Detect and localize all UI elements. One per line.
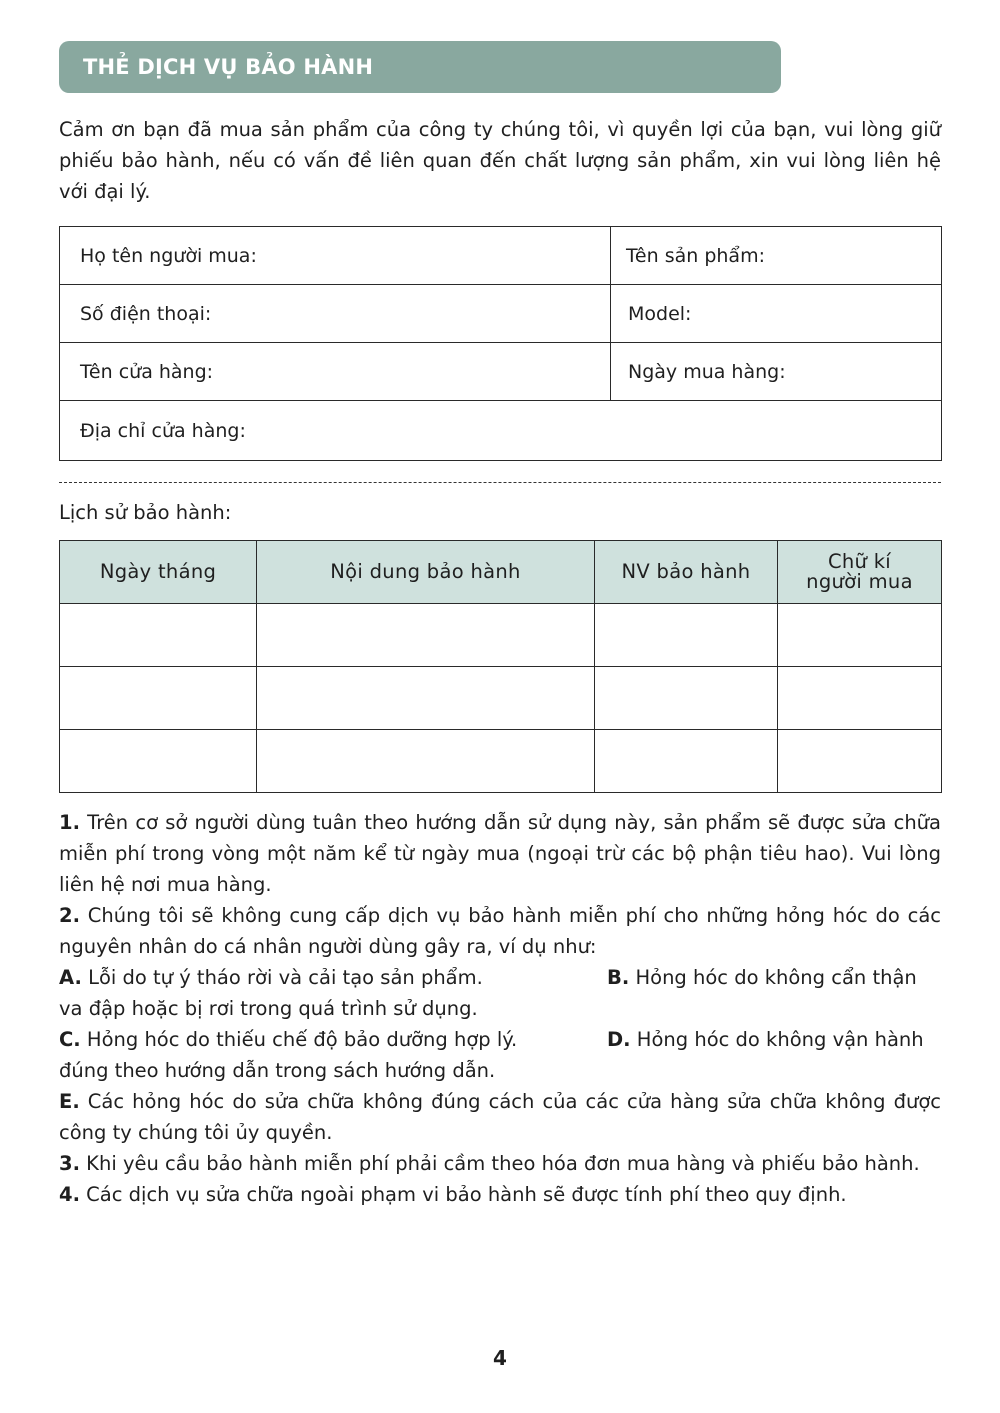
intro-paragraph: Cảm ơn bạn đã mua sản phẩm của công ty chúng tôi, vì quyền lợi của bạn, vui lòng giữ phiếu bảo hành, nếu có vấn đề liên quan đến chất lượng sản phẩm, xin vui lòng liên hệ với đại lý.	[59, 118, 941, 203]
term-4	[59, 1179, 941, 1210]
table-cell[interactable]	[595, 730, 778, 793]
term-pair-cd	[59, 1024, 941, 1055]
table-row	[60, 285, 942, 343]
warranty-history-table	[59, 540, 942, 793]
table-row	[60, 730, 942, 793]
term-number: 3.	[59, 1152, 80, 1175]
table-row	[60, 227, 942, 285]
term-pair-ab	[59, 962, 941, 993]
term-text: Khi yêu cầu bảo hành miễn phí phải cầm theo hóa đơn mua hàng và phiếu bảo hành.	[79, 1152, 920, 1175]
page-number: 4	[493, 1346, 507, 1370]
table-row	[60, 401, 942, 461]
term-b-continuation: va đập hoặc bị rơi trong quá trình sử dụng.	[59, 997, 478, 1020]
table-row	[60, 343, 942, 401]
page-title: THẺ DỊCH VỤ BẢO HÀNH	[83, 55, 374, 79]
table-cell[interactable]	[595, 667, 778, 730]
store-address-field[interactable]: Địa chỉ cửa hàng:	[60, 401, 942, 461]
phone-field[interactable]: Số điện thoại:	[60, 285, 611, 343]
table-cell[interactable]	[60, 667, 257, 730]
purchase-date-field[interactable]: Ngày mua hàng:	[611, 343, 942, 401]
term-text: Hỏng hóc do không vận hành	[630, 1028, 924, 1051]
warranty-card-page	[59, 41, 941, 1210]
table-header-row	[60, 541, 942, 604]
cut-line-divider	[59, 482, 941, 483]
term-number: 4.	[59, 1183, 80, 1206]
term-text: Các dịch vụ sửa chữa ngoài phạm vi bảo hành sẽ được tính phí theo quy định.	[79, 1183, 847, 1206]
term-a	[59, 962, 607, 993]
table-row	[60, 604, 942, 667]
term-letter: C.	[59, 1028, 81, 1051]
term-letter: B.	[607, 966, 630, 989]
table-cell[interactable]	[257, 730, 595, 793]
term-text: Hỏng hóc do không cẩn thận	[629, 966, 917, 989]
customer-info-table	[59, 226, 942, 461]
term-letter: E.	[59, 1090, 80, 1113]
term-b	[607, 962, 941, 993]
term-text: Trên cơ sở người dùng tuân theo hướng dẫn sử dụng này, sản phẩm sẽ được sửa chữa miễn phí trong vòng một năm kể từ ngày mua (ngoại trừ các bộ phận tiêu hao). Vui lòng liên hệ nơi mua hàng.	[59, 811, 941, 896]
table-cell[interactable]	[778, 604, 942, 667]
warranty-terms	[59, 807, 941, 1210]
term-text: Chúng tôi sẽ không cung cấp dịch vụ bảo hành miễn phí cho những hỏng hóc do các nguyên nhân do cá nhân người dùng gây ra, ví dụ như:	[59, 904, 941, 958]
term-d-continuation: đúng theo hướng dẫn trong sách hướng dẫn.	[59, 1059, 496, 1082]
table-row	[60, 667, 942, 730]
term-text: Lỗi do tự ý tháo rời và cải tạo sản phẩm.	[81, 966, 483, 989]
term-text: Hỏng hóc do thiếu chế độ bảo dưỡng hợp lý.	[80, 1028, 518, 1051]
column-header-signature: Chữ kí người mua	[778, 541, 942, 604]
history-label: Lịch sử bảo hành:	[59, 501, 232, 524]
column-header-content: Nội dung bảo hành	[257, 541, 595, 604]
buyer-name-field[interactable]: Họ tên người mua:	[60, 227, 611, 285]
table-cell[interactable]	[60, 604, 257, 667]
table-cell[interactable]	[257, 604, 595, 667]
term-2	[59, 900, 941, 962]
store-name-field[interactable]: Tên cửa hàng:	[60, 343, 611, 401]
title-bar	[59, 41, 781, 93]
column-header-staff: NV bảo hành	[595, 541, 778, 604]
term-3	[59, 1148, 941, 1179]
table-cell[interactable]	[778, 730, 942, 793]
term-text: Các hỏng hóc do sửa chữa không đúng cách của các cửa hàng sửa chữa không được công ty chúng tôi ủy quyền.	[59, 1090, 941, 1144]
term-e	[59, 1086, 941, 1148]
column-header-date: Ngày tháng	[60, 541, 257, 604]
term-d	[607, 1024, 941, 1055]
table-cell[interactable]	[60, 730, 257, 793]
product-name-field[interactable]: Tên sản phẩm:	[611, 227, 942, 285]
term-number: 2.	[59, 904, 80, 927]
model-field[interactable]: Model:	[611, 285, 942, 343]
table-cell[interactable]	[257, 667, 595, 730]
term-letter: A.	[59, 966, 82, 989]
term-letter: D.	[607, 1028, 631, 1051]
term-1	[59, 807, 941, 900]
term-c	[59, 1024, 607, 1055]
table-cell[interactable]	[595, 604, 778, 667]
table-cell[interactable]	[778, 667, 942, 730]
term-number: 1.	[59, 811, 80, 834]
